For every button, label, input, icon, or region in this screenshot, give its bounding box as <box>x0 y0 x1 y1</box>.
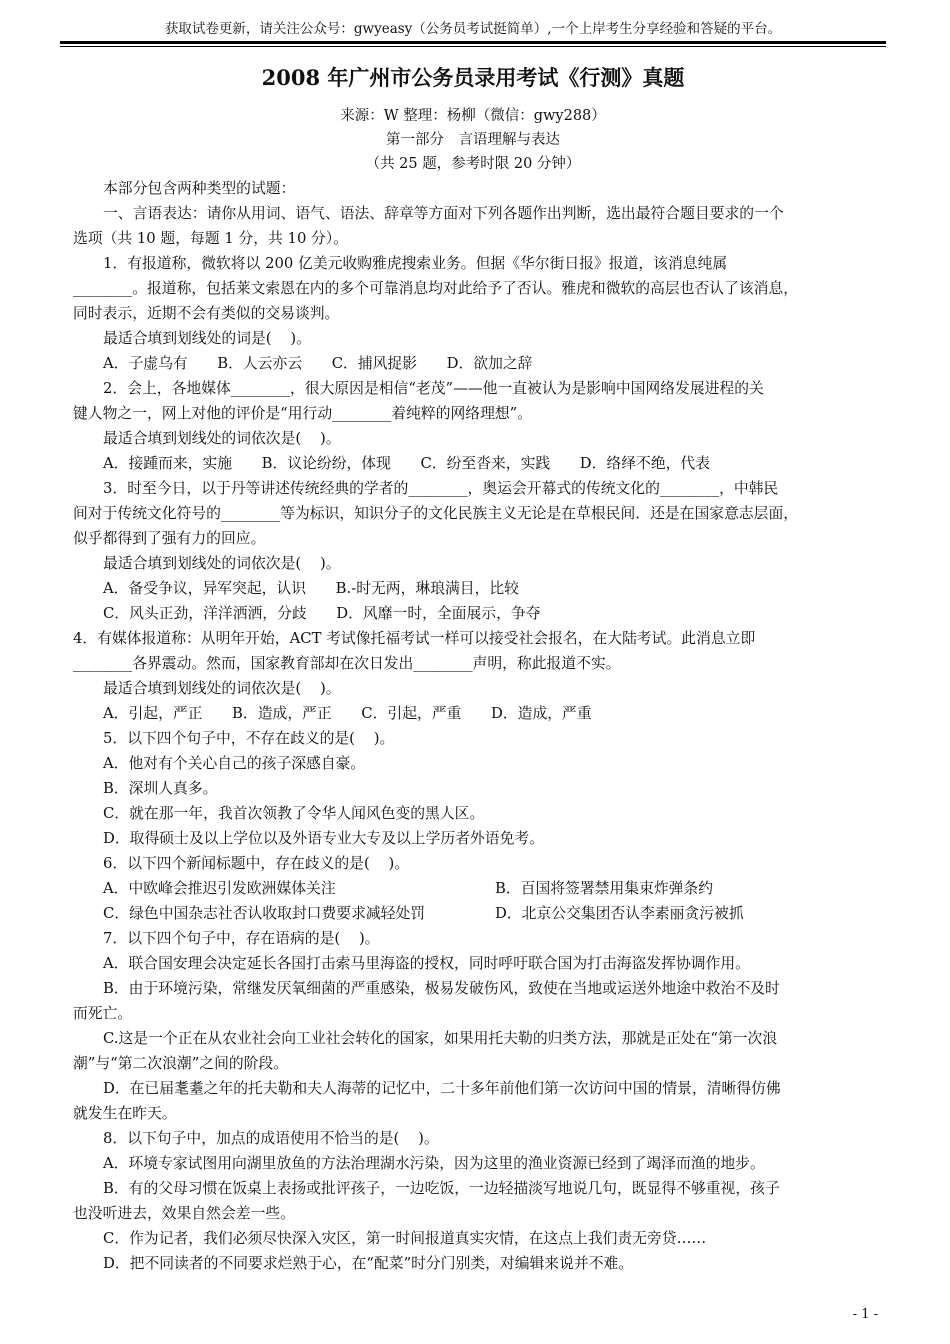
option-row <box>103 876 886 901</box>
header-note: 获取试卷更新，请关注公众号：gwyeasy（公务员考试挺简单）,一个上岸考生分享经验和答疑的平台。 <box>164 21 782 37</box>
option-line: C．风头正劲，洋洋洒洒，分歧 D．风靡一时，全面展示，争夺 <box>103 605 541 622</box>
part-note: （共 25 题，参考时限 20 分钟） <box>365 156 581 172</box>
text-line: 3．时至今日，以于丹等讲述传统经典的学者的________，奥运会开幕式的传统文化的________，中韩民 <box>103 480 779 497</box>
source-line: 来源：W 整理：杨柳（微信：gwy288） <box>340 108 606 124</box>
option-line: A．中欧峰会推迟引发欧洲媒体关注 <box>103 880 336 897</box>
text-line: 4．有媒体报道称：从明年开始，ACT 考试像托福考试一样可以接受社会报名，在大陆考试。此消息立即 <box>73 630 756 647</box>
part-heading: 第一部分 言语理解与表达 <box>386 132 560 148</box>
option-line: C．绿色中国杂志社否认收取封口费要求减轻处罚 <box>103 905 426 922</box>
option-line: D．北京公交集团否认李素丽贪污被抓 <box>495 905 744 922</box>
option-line: A．引起，严正 B．造成，严正 C．引起，严重 D．造成，严重 <box>103 705 592 722</box>
option-line: D．在已届耄耋之年的托夫勒和夫人海蒂的记忆中，二十多年前他们第一次访问中国的情景，清晰得仿佛 <box>103 1080 781 1097</box>
page-number: - 1 - <box>852 1307 878 1322</box>
text-line: 最适合填到划线处的词依次是( )。 <box>103 680 341 697</box>
text-line: 间对于传统文化符号的________等为标识，知识分子的文化民族主义无论是在草根民间．还是在国家意志层面， <box>73 505 799 522</box>
page-title: 2008 年广州市公务员录用考试《行测》真题 <box>261 65 685 90</box>
option-line: C.这是一个正在从农业社会向工业社会转化的国家，如果用托夫勒的归类方法，那就是正处在“第一次浪 <box>103 1030 778 1047</box>
text-line: 似乎都得到了强有力的回应。 <box>73 530 266 547</box>
text-line: 选项（共 10 题，每题 1 分，共 10 分）。 <box>73 230 349 247</box>
text-line: 而死亡。 <box>73 1005 133 1022</box>
text-line: 6．以下四个新闻标题中，存在歧义的是( )。 <box>103 855 410 872</box>
header-rule <box>60 41 886 44</box>
text-line: 1．有报道称，微软将以 200 亿美元收购雅虎搜索业务。但据《华尔街日报》报道，该消息纯属 <box>103 255 728 272</box>
body-text <box>73 176 886 1276</box>
option-line: A．联合国安理会决定延长各国打击索马里海盗的授权，同时呼吁联合国为打击海盗发挥协调作用。 <box>103 955 750 972</box>
text-line: 键人物之一，网上对他的评价是“用行动________着纯粹的网络理想”。 <box>73 405 533 422</box>
text-line: ________各界震动。然而，国家教育部却在次日发出________声明，称此报道不实。 <box>73 655 621 672</box>
text-line: 本部分包含两种类型的试题： <box>103 180 296 197</box>
text-line: 最适合填到划线处的词依次是( )。 <box>103 555 341 572</box>
option-line: A．接踵而来，实施 B．议论纷纷，体现 C．纷至沓来，实践 D．络绎不绝，代表 <box>103 455 711 472</box>
text-line: 同时表示，近期不会有类似的交易谈判。 <box>73 305 340 322</box>
text-line: 也没听进去，效果自然会差一些。 <box>73 1205 295 1222</box>
text-line: 2．会上，各地媒体________，很大原因是相信“老茂”——他一直被认为是影响中国网络发展进程的关 <box>103 380 764 397</box>
option-line: A．环境专家试图用向湖里放鱼的方法治理湖水污染，因为这里的渔业资源已经到了竭泽而渔的地步。 <box>103 1155 765 1172</box>
option-line: C．就在那一年，我首次领教了令华人闻风色变的黑人区。 <box>103 805 485 822</box>
option-line: B．深圳人真多。 <box>103 780 218 797</box>
text-line: 一、言语表达：请你从用词、语气、语法、辞章等方面对下列各题作出判断，选出最符合题目要求的一个 <box>103 205 784 222</box>
text-line: ________。报道称，包括莱文索恩在内的多个可靠消息均对此给予了否认。雅虎和微软的高层也否认了该消息， <box>73 280 799 297</box>
option-line: B．由于环境污染，常继发厌氧细菌的严重感染，极易发破伤风，致使在当地或运送外地途中救治不及时 <box>103 980 780 997</box>
option-line: B．有的父母习惯在饭桌上表扬或批评孩子，一边吃饭，一边轻描淡写地说几句，既显得不够重视，孩子 <box>103 1180 780 1197</box>
option-line: A．备受争议，异军突起，认识 B.-时无两，琳琅满目，比较 <box>103 580 519 597</box>
text-line: 7．以下四个句子中，存在语病的是( )。 <box>103 930 380 947</box>
text-line: 最适合填到划线处的词是( )。 <box>103 330 311 347</box>
text-line: 潮”与“第二次浪潮”之间的阶段。 <box>73 1055 289 1072</box>
option-line: A．子虚乌有 B．人云亦云 C．捕风捉影 D．欲加之辞 <box>103 355 533 372</box>
text-line: 8．以下句子中，加点的成语使用不恰当的是( )。 <box>103 1130 439 1147</box>
option-line: A．他对有个关心自己的孩子深感自豪。 <box>103 755 366 772</box>
option-line: B．百国将签署禁用集束炸弹条约 <box>495 880 714 897</box>
option-line: D．取得硕士及以上学位以及外语专业大专及以上学历者外语免考。 <box>103 830 544 847</box>
text-line: 最适合填到划线处的词依次是( )。 <box>103 430 341 447</box>
option-row <box>103 901 886 926</box>
text-line: 就发生在昨天。 <box>73 1105 177 1122</box>
option-line: C．作为记者，我们必须尽快深入灾区，第一时间报道真实灾情，在这点上我们责无旁贷…… <box>103 1230 707 1247</box>
option-line: D．把不同读者的不同要求烂熟于心，在“配菜”时分门别类，对编辑来说并不难。 <box>103 1255 634 1272</box>
text-line: 5．以下四个句子中，不存在歧义的是( )。 <box>103 730 395 747</box>
